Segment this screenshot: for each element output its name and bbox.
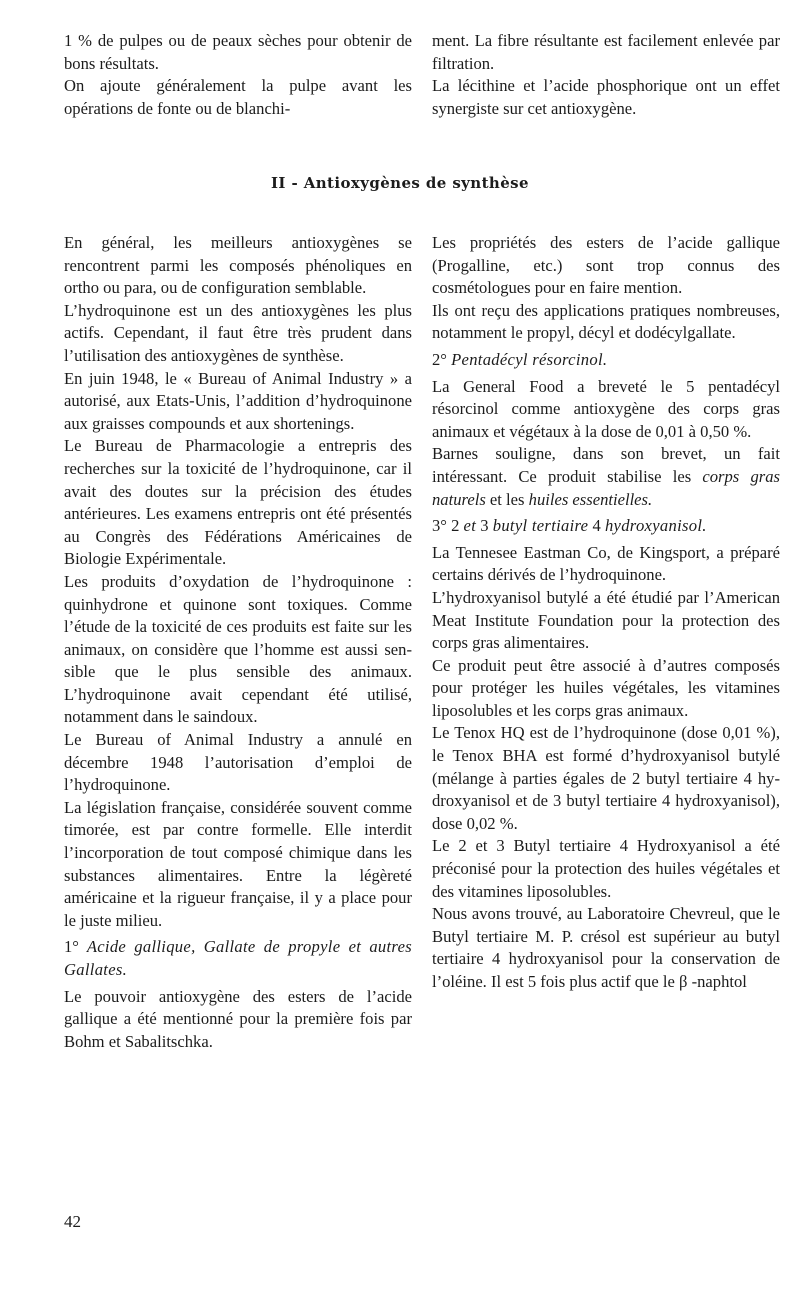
paragraph: La Tennesee Eastman Co, de Kingsport, a préparé certains dérivés de l’hydroquinone. xyxy=(432,542,780,585)
paragraph: La General Food a breveté le 5 pentadécyl résorcinol comme antioxygène des corps gras animaux et végétaux à la dose de 0,01 à 0,50 %. xyxy=(432,376,780,441)
paragraph: Ce produit peut être associé à d’autres composés pour protéger les huiles végétales, les vitamines liposolubles et les corps gras animaux. xyxy=(432,655,780,720)
subsection-title: Pentadécyl résorcinol. xyxy=(451,349,608,369)
paragraph: Le Bureau de Pharmacologie a entrepris des recherches sur la toxicité de l’hydroquinone, car il avait des doutes sur la précision des études antérieures. Les examens entrepris ont été présentés au Congrès des Fédérations Américaines de Biologie Expérimentale. xyxy=(64,436,412,569)
paragraph: On ajoute généralement la pulpe avant les opérations de fonte ou de blanchi- xyxy=(64,76,412,118)
top-right-column xyxy=(432,30,780,120)
paragraph: La législation française, considérée souvent comme timorée, est par contre formelle. Elle interdit l’incorporation de tout composé chimique dans les substances alimentaires. Entre la légèreté américaine et la rigueur française, il y a place pour le juste milieu. xyxy=(64,797,412,930)
emphasis: huiles essentielles. xyxy=(528,489,653,509)
paragraph: Ils ont reçu des applications pratiques nombreuses, notamment le propyl, décyl et dodécylgallate. xyxy=(432,300,780,343)
subsection-heading xyxy=(432,515,780,538)
paragraph: En général, les meilleurs antioxygènes se rencontrent parmi les composés phénoliques en ortho ou para, ou de configuration semblable. xyxy=(64,233,412,298)
paragraph: En juin 1948, le « Bureau of Animal Industry » a autorisé, aux Etats-Unis, l’addition d’hydroquinone aux graisses compounds et aux shortenings. xyxy=(64,368,412,433)
subsection-title-part: et xyxy=(463,516,477,536)
top-left-column xyxy=(64,30,412,120)
subsection-number: 1° xyxy=(64,937,79,957)
paragraph: 1 % de pulpes ou de peaux sèches pour obtenir de bons résultats. xyxy=(64,31,412,73)
paragraph xyxy=(432,443,780,511)
subsection-title-part: 3 xyxy=(480,516,489,536)
emphasis: corps gras naturels xyxy=(432,466,780,509)
paragraph: L’hydroxyanisol butylé a été étudié par l’American Meat Institute Foundation pour la protection des corps gras alimentaires. xyxy=(432,587,780,653)
subsection-number: 2° xyxy=(432,349,447,369)
subsection-heading xyxy=(432,349,780,372)
section-heading: II - Antioxygènes de synthèse xyxy=(271,174,529,192)
right-column xyxy=(432,232,780,994)
text-run: Barnes souligne, dans son brevet, un fait intéressant. Ce produit stabilise les xyxy=(432,444,780,486)
text-run: et les xyxy=(485,489,529,509)
paragraph: Les produits d’oxydation de l’hydroquinone : quinhydrone et quinone sont toxiques. Comme l’étude de la toxicité de ces produits est faite sur les animaux, on considère que l’homme est aussi sensible que le plus sensible des animaux. L’hydroquinone avait cependant été utilisé, notamment dans le saindoux. xyxy=(64,571,412,727)
subsection-title: Acide gallique, Gallate de propyle et autres Gallates. xyxy=(64,937,412,979)
paragraph: Nous avons trouvé, au Laboratoire Chevreul, que le Butyl tertiaire M. P. crésol est supérieur au butyl tertiaire 4 hydroxyanisol pour la conservation de l’oléine. Il est 5 fois plus actif que le β -naphtol xyxy=(432,904,780,991)
subsection-title-part: hydroxyanisol. xyxy=(604,516,707,536)
paragraph: L’hydroquinone est un des antioxygènes les plus actifs. Cependant, il faut être très prudent dans l’utilisation des antioxygènes de synthèse. xyxy=(64,300,412,365)
paragraph: Les propriétés des esters de l’acide gallique (Progalline, etc.) sont trop connus des cosmétologues pour en faire mention. xyxy=(432,233,780,298)
subsection-title-part: 2 xyxy=(451,516,460,536)
subsection-heading xyxy=(64,936,412,981)
left-column xyxy=(64,232,412,1053)
paragraph: Le Tenox HQ est de l’hydroquinone (dose 0,01 %), le Tenox BHA est formé d’hydroxyanisol butylé (mélange à parties égales de 2 butyl tertiaire 4 hydroxyanisol et de 3 butyl tertiaire 4 hydroxyanisol), dose 0,02 %. xyxy=(432,723,780,833)
page-number: 42 xyxy=(64,1212,81,1231)
paragraph: Le 2 et 3 Butyl tertiaire 4 Hydroxyanisol a été préconisé pour la protection des huiles végétales et des vitamines liposolubles. xyxy=(432,836,780,901)
paragraph: Le Bureau of Animal Industry a annulé en décembre 1948 l’autorisation d’emploi de l’hydroquinone. xyxy=(64,730,412,795)
paragraph: Le pouvoir antioxygène des esters de l’acide gallique a été mentionné pour la première fois par Bohm et Sabalitschka. xyxy=(64,986,412,1051)
paragraph: La lécithine et l’acide phosphorique ont un effet synergiste sur cet antioxygène. xyxy=(432,76,780,118)
subsection-number: 3° xyxy=(432,516,447,536)
subsection-title-part: butyl tertiaire xyxy=(492,516,589,536)
subsection-title-part: 4 xyxy=(592,516,601,536)
paragraph: ment. La fibre résultante est facilement enlevée par filtration. xyxy=(432,31,780,73)
